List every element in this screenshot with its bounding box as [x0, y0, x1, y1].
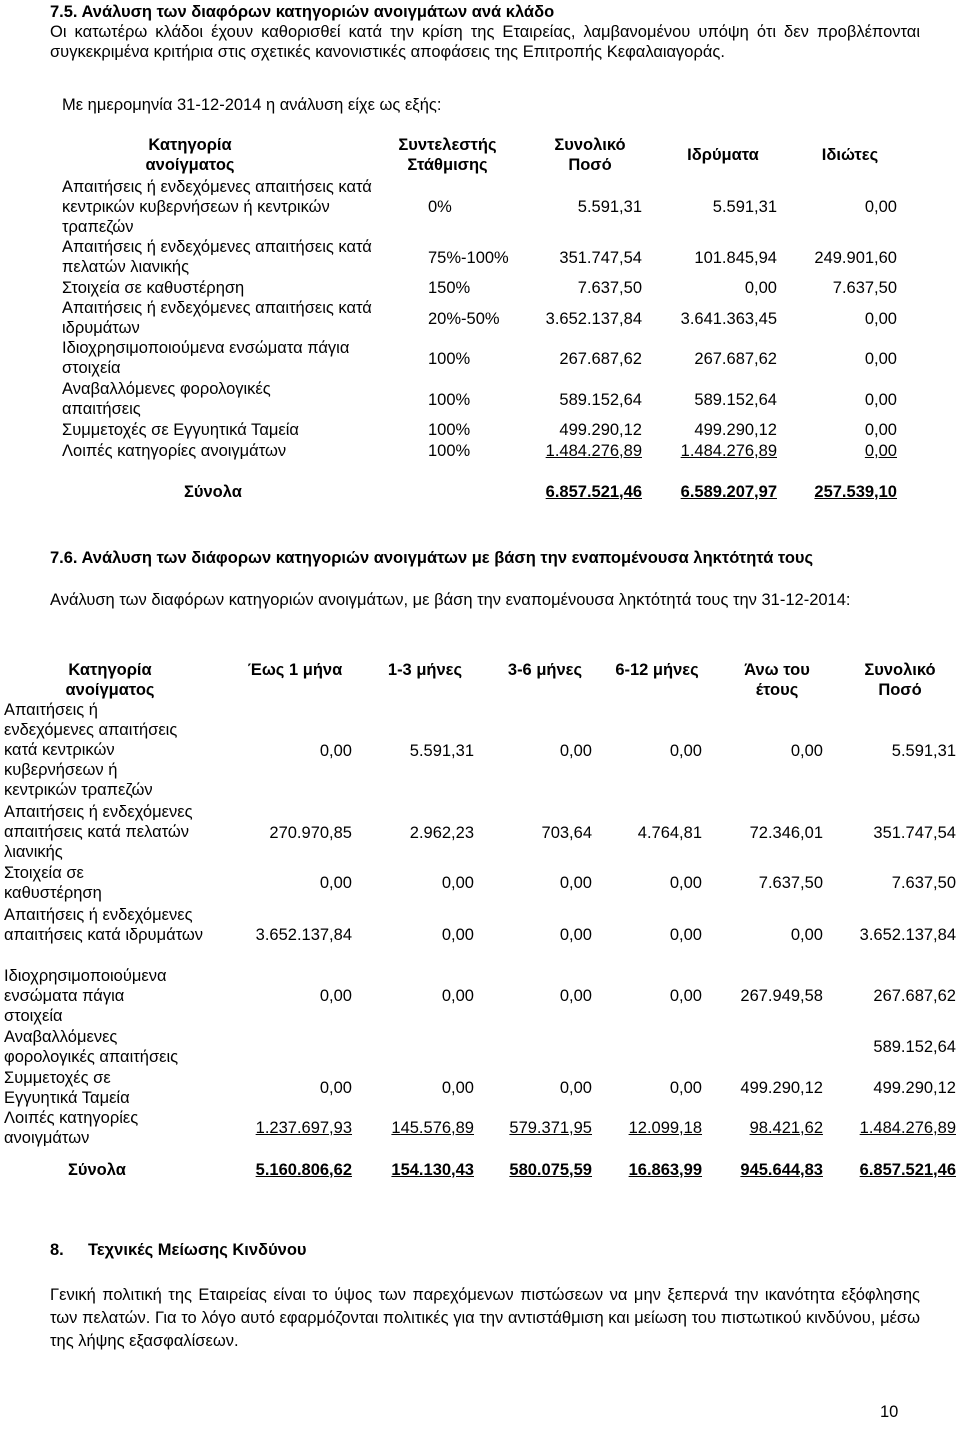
section-7-5-date-line: Με ημερομηνία 31-12-2014 η ανάλυση είχε ως εξής: [62, 96, 442, 114]
table-row-category: Αναβαλλόμενες φορολογικές απαιτήσεις [4, 1028, 179, 1066]
table-cell-total: 589.152,64 [873, 1038, 956, 1056]
table-row-category: Αναβαλλόμενες φορολογικές απαιτήσεις [62, 380, 271, 418]
header-total-amount: Συνολικό Ποσό [864, 661, 936, 699]
table-row-category: Ιδιοχρησιμοποιούμενα ενσώματα πάγια στοιχεία [4, 967, 167, 1025]
table-cell-3-6-months: 0,00 [559, 742, 592, 760]
table-cell-weight: 150% [428, 279, 471, 297]
table-cell-total: 5.591,31 [891, 742, 956, 760]
section-7-6-heading: 7.6. Ανάλυση των διάφορων κατηγοριών ανοιγμάτων με βάση την εναπομένουσα ληκτότητά τους [50, 549, 814, 567]
table-cell-institutions: 589.152,64 [694, 391, 777, 409]
table-cell-institutions: 267.687,62 [694, 350, 777, 368]
totals-3-6-months: 580.075,59 [509, 1161, 592, 1179]
table-cell-total: 267.687,62 [873, 987, 956, 1005]
table-cell-weight: 100% [428, 421, 471, 439]
table-cell-6-12-months: 4.764,81 [637, 824, 702, 842]
table-cell-weight: 20%-50% [428, 310, 500, 328]
table-cell-individuals: 249.901,60 [814, 249, 897, 267]
table-cell-institutions: 499.290,12 [694, 421, 777, 439]
table-cell-weight: 75%-100% [428, 249, 509, 267]
totals-individuals: 257.539,10 [814, 483, 897, 501]
table-cell-1-3-months: 5.591,31 [409, 742, 474, 760]
table-cell-1-3-months: 0,00 [441, 1079, 474, 1097]
table-cell-total: 1.484.276,89 [545, 442, 642, 460]
table-row-category: Απαιτήσεις ή ενδεχόμενες απαιτήσεις κατά ιδρυμάτων [62, 299, 372, 337]
section-7-5-paragraph: Οι κατωτέρω κλάδοι έχουν καθορισθεί κατά την κρίση της Εταιρείας, λαμβανομένου υπόψη ότι δεν προβλέπονται συγκεκριμένα κριτήρια στις σχετικές κανονιστικές αποφάσεις της Επιτροπής Κεφαλαιαγοράς. [50, 23, 920, 61]
table-cell-3-6-months: 579.371,95 [509, 1119, 592, 1137]
table-cell-total: 267.687,62 [559, 350, 642, 368]
totals-label: Σύνολα [184, 483, 242, 501]
table-row-category: Απαιτήσεις ή ενδεχόμενες απαιτήσεις κατά ιδρυμάτων [4, 906, 204, 944]
header-over-1-year: Άνω του έτους [744, 661, 810, 699]
table-cell-upto-1-month: 270.970,85 [269, 824, 352, 842]
table-cell-6-12-months: 0,00 [669, 926, 702, 944]
table-row-category: Συμμετοχές σε Εγγυητικά Ταμεία [4, 1069, 130, 1107]
table-cell-6-12-months: 0,00 [669, 742, 702, 760]
table-cell-individuals: 0,00 [864, 391, 897, 409]
header-3-6-months: 3-6 μήνες [507, 661, 583, 679]
totals-upto-1-month: 5.160.806,62 [255, 1161, 352, 1179]
table-cell-6-12-months: 0,00 [669, 1079, 702, 1097]
table-cell-weight: 100% [428, 391, 471, 409]
table-cell-over-1-year: 98.421,62 [749, 1119, 823, 1137]
table-cell-over-1-year: 7.637,50 [758, 874, 823, 892]
table-cell-6-12-months: 0,00 [669, 987, 702, 1005]
table-cell-total: 499.290,12 [873, 1079, 956, 1097]
totals-1-3-months: 154.130,43 [391, 1161, 474, 1179]
table-cell-3-6-months: 0,00 [559, 987, 592, 1005]
table-cell-individuals: 0,00 [864, 310, 897, 328]
table-cell-institutions: 3.641.363,45 [680, 310, 777, 328]
header-category: Κατηγορία ανοίγματος [145, 136, 235, 174]
section-8-heading: Τεχνικές Μείωσης Κινδύνου [88, 1241, 307, 1259]
table-cell-total: 499.290,12 [559, 421, 642, 439]
section-8-number: 8. [50, 1241, 64, 1259]
table-cell-upto-1-month: 0,00 [319, 742, 352, 760]
table-cell-over-1-year: 267.949,58 [740, 987, 823, 1005]
table-cell-institutions: 101.845,94 [694, 249, 777, 267]
table-cell-6-12-months: 0,00 [669, 874, 702, 892]
table-cell-1-3-months: 2.962,23 [409, 824, 474, 842]
table-cell-3-6-months: 703,64 [541, 824, 592, 842]
table-row-category: Στοιχεία σε καθυστέρηση [4, 864, 102, 902]
table-cell-total: 351.747,54 [559, 249, 642, 267]
table-cell-over-1-year: 72.346,01 [749, 824, 823, 842]
table-cell-individuals: 0,00 [864, 442, 897, 460]
table-cell-total: 7.637,50 [891, 874, 956, 892]
table-cell-upto-1-month: 3.652.137,84 [255, 926, 352, 944]
totals-total: 6.857.521,46 [545, 483, 642, 501]
totals-over-1-year: 945.644,83 [740, 1161, 823, 1179]
table-cell-institutions: 0,00 [744, 279, 777, 297]
table-row-category: Απαιτήσεις ή ενδεχόμενες απαιτήσεις κατά πελατών λιανικής [4, 803, 193, 861]
table-cell-weight: 100% [428, 350, 471, 368]
table-cell-1-3-months: 145.576,89 [391, 1119, 474, 1137]
header-institutions: Ιδρύματα [687, 146, 759, 164]
section-7-6-paragraph: Ανάλυση των διαφόρων κατηγοριών ανοιγμάτων, με βάση την εναπομένουσα ληκτότητά τους την 31-12-2014: [50, 591, 851, 609]
table-row-category: Απαιτήσεις ή ενδεχόμενες απαιτήσεις κατά κεντρικών κυβερνήσεων ή κεντρικών τραπεζών [4, 701, 178, 799]
table-cell-upto-1-month: 0,00 [319, 874, 352, 892]
table-cell-upto-1-month: 0,00 [319, 1079, 352, 1097]
table-cell-6-12-months: 12.099,18 [628, 1119, 702, 1137]
table-cell-1-3-months: 0,00 [441, 926, 474, 944]
table-cell-1-3-months: 0,00 [441, 874, 474, 892]
header-individuals: Ιδιώτες [821, 146, 879, 164]
totals-label: Σύνολα [68, 1161, 126, 1179]
table-cell-total: 5.591,31 [577, 198, 642, 216]
table-row-category: Ιδιοχρησιμοποιούμενα ενσώματα πάγια στοιχεία [62, 339, 350, 377]
table-cell-total: 1.484.276,89 [859, 1119, 956, 1137]
header-weight: Συντελεστής Στάθμισης [398, 136, 497, 174]
table-row-category: Λοιπές κατηγορίες ανοιγμάτων [62, 442, 287, 460]
totals-6-12-months: 16.863,99 [628, 1161, 702, 1179]
header-upto-1-month: Έως 1 μήνα [247, 661, 343, 679]
table-cell-over-1-year: 0,00 [790, 926, 823, 944]
table-cell-upto-1-month: 1.237.697,93 [255, 1119, 352, 1137]
table-cell-over-1-year: 0,00 [790, 742, 823, 760]
table-cell-institutions: 5.591,31 [712, 198, 777, 216]
table-row-category: Απαιτήσεις ή ενδεχόμενες απαιτήσεις κατά κεντρικών κυβερνήσεων ή κεντρικών τραπεζών [62, 178, 372, 236]
table-cell-total: 589.152,64 [559, 391, 642, 409]
table-cell-total: 3.652.137,84 [859, 926, 956, 944]
table-cell-over-1-year: 499.290,12 [740, 1079, 823, 1097]
table-cell-total: 3.652.137,84 [545, 310, 642, 328]
totals-institutions: 6.589.207,97 [680, 483, 777, 501]
header-category: Κατηγορία ανοίγματος [65, 661, 155, 699]
table-cell-3-6-months: 0,00 [559, 1079, 592, 1097]
totals-total: 6.857.521,46 [859, 1161, 956, 1179]
table-row-category: Λοιπές κατηγορίες ανοιγμάτων [4, 1109, 139, 1147]
section-7-5-heading: 7.5. Ανάλυση των διαφόρων κατηγοριών ανοιγμάτων ανά κλάδο [50, 3, 555, 21]
table-cell-total: 351.747,54 [873, 824, 956, 842]
header-total: Συνολικό Ποσό [554, 136, 626, 174]
table-cell-individuals: 0,00 [864, 198, 897, 216]
table-cell-weight: 100% [428, 442, 471, 460]
table-row-category: Στοιχεία σε καθυστέρηση [62, 279, 245, 297]
table-cell-1-3-months: 0,00 [441, 987, 474, 1005]
table-cell-total: 7.637,50 [577, 279, 642, 297]
table-cell-individuals: 7.637,50 [832, 279, 897, 297]
section-8-paragraph: Γενική πολιτική της Εταιρείας είναι το ύψος των παρεχόμενων πιστώσεων να μην ξεπερνά την ικανότητα εξόφλησης των πελατών. Για το λόγο αυτό εφαρμόζονται πολιτικές για την αντιστάθμιση και μείωση του πιστωτικού κινδύνου, μέσω της λήψης εξασφαλίσεων. [50, 1286, 920, 1350]
header-1-3-months: 1-3 μήνες [387, 661, 463, 679]
table-cell-3-6-months: 0,00 [559, 874, 592, 892]
table-cell-institutions: 1.484.276,89 [680, 442, 777, 460]
table-cell-individuals: 0,00 [864, 350, 897, 368]
table-cell-upto-1-month: 0,00 [319, 987, 352, 1005]
table-row-category: Συμμετοχές σε Εγγυητικά Ταμεία [62, 421, 299, 439]
table-cell-3-6-months: 0,00 [559, 926, 592, 944]
table-cell-weight: 0% [428, 198, 452, 216]
table-row-category: Απαιτήσεις ή ενδεχόμενες απαιτήσεις κατά πελατών λιανικής [62, 238, 372, 276]
table-cell-individuals: 0,00 [864, 421, 897, 439]
page-number: 10 [880, 1403, 899, 1421]
header-6-12-months: 6-12 μήνες [615, 661, 699, 679]
